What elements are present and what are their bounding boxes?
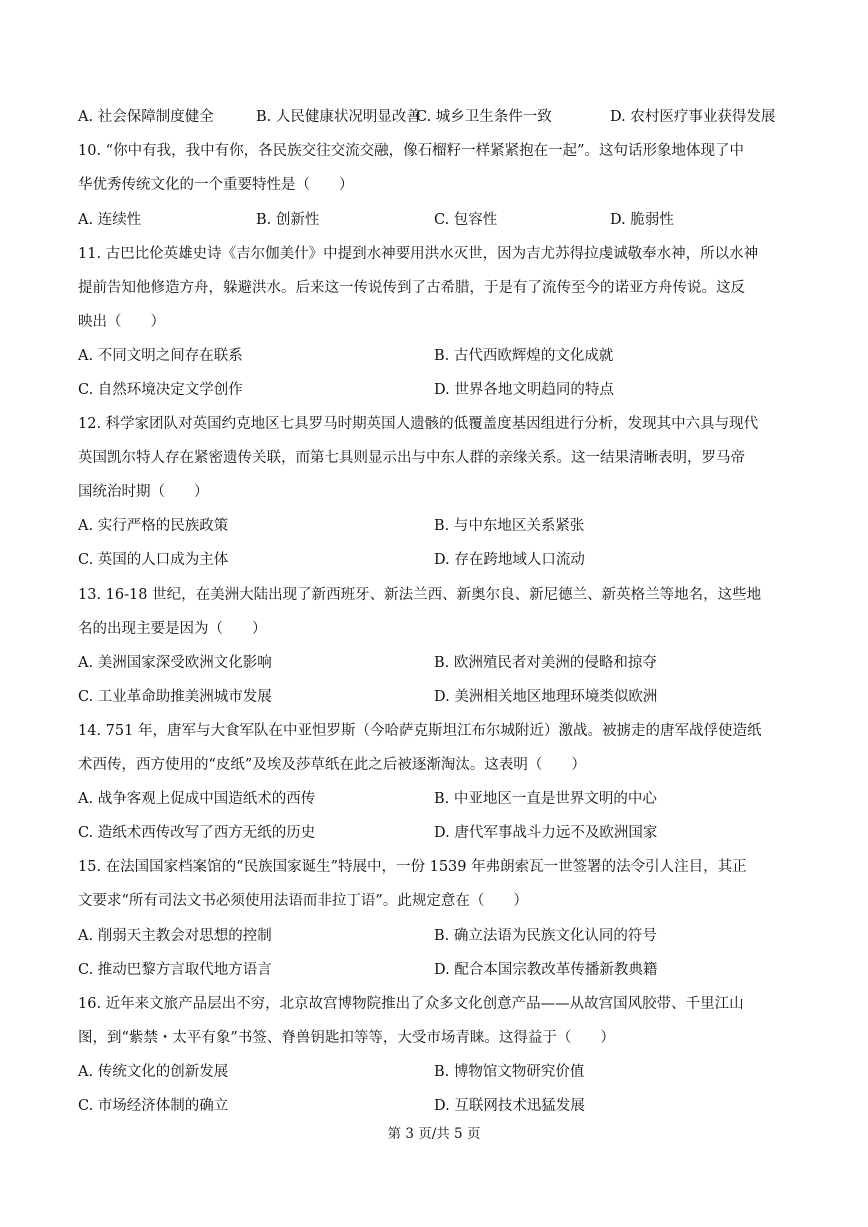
q10-option-b: B. 创新性 xyxy=(256,212,320,228)
q11-option-b: B. 古代西欧辉煌的文化成就 xyxy=(434,348,614,364)
q9-option-c: C. 城乡卫生条件一致 xyxy=(416,109,552,125)
q9-option-a: A. 社会保障制度健全 xyxy=(78,109,214,125)
q15-option-d: D. 配合本国宗教改革传播新教典籍 xyxy=(434,962,658,978)
q13-stem-line-1: 13. 16-18 世纪，在美洲大陆出现了新西班牙、新法兰西、新奥尔良、新尼德兰、新英格兰等地名，这些地 xyxy=(78,587,762,603)
q12-stem-line-1: 12. 科学家团队对英国约克地区七具罗马时期英国人遗骸的低覆盖度基因组进行分析，发现其中六具与现代 xyxy=(78,416,759,432)
q15-stem-line-2: 文要求“所有司法文书必须使用法语而非拉丁语”。此规定意在（ ） xyxy=(78,893,528,909)
q11-option-c: C. 自然环境决定文学创作 xyxy=(78,382,243,398)
q13-option-d: D. 美洲相关地区地理环境类似欧洲 xyxy=(434,689,658,705)
q13-option-a: A. 美洲国家深受欧洲文化影响 xyxy=(78,655,272,671)
q10-stem-line-2: 华优秀传统文化的一个重要特性是（ ） xyxy=(78,177,354,193)
q12-option-c: C. 英国的人口成为主体 xyxy=(78,552,229,568)
q12-stem-line-3: 国统治时期（ ） xyxy=(78,484,209,500)
q16-stem-line-2: 图，到“紫禁・太平有象”书签、脊兽钥匙扣等等，大受市场青睐。这得益于（ ） xyxy=(78,1030,615,1046)
q15-option-a: A. 削弱天主教会对思想的控制 xyxy=(78,928,272,944)
q14-stem-line-1: 14. 751 年，唐军与大食军队在中亚怛罗斯（今哈萨克斯坦江布尔城附近）激战。被掳走的唐军战俘使造纸 xyxy=(78,723,762,739)
q12-option-b: B. 与中东地区关系紧张 xyxy=(434,518,585,534)
q11-stem-line-2: 提前告知他修造方舟，躲避洪水。后来这一传说传到了古希腊，于是有了流传至今的诺亚方舟传说。这反 xyxy=(78,280,745,296)
q11-stem-line-1: 11. 古巴比伦英雄史诗《吉尔伽美什》中提到水神要用洪水灭世，因为吉尤苏得拉虔诚敬奉水神，所以水神 xyxy=(78,246,759,262)
q12-stem-line-2: 英国凯尔特人存在紧密遗传关联，而第七具则显示出与中东人群的亲缘关系。这一结果清晰表明，罗马帝 xyxy=(78,450,745,466)
q14-option-d: D. 唐代军事战斗力远不及欧洲国家 xyxy=(434,825,658,841)
q13-stem-line-2: 名的出现主要是因为（ ） xyxy=(78,621,267,637)
q14-option-b: B. 中亚地区一直是世界文明的中心 xyxy=(434,791,657,807)
q12-option-a: A. 实行严格的民族政策 xyxy=(78,518,229,534)
q16-option-b: B. 博物馆文物研究价值 xyxy=(434,1064,585,1080)
q10-option-d: D. 脆弱性 xyxy=(610,212,674,228)
q11-option-a: A. 不同文明之间存在联系 xyxy=(78,348,243,364)
q16-option-c: C. 市场经济体制的确立 xyxy=(78,1098,229,1114)
q16-option-a: A. 传统文化的创新发展 xyxy=(78,1064,229,1080)
q10-stem-line-1: 10. “你中有我，我中有你，各民族交往交流交融，像石榴籽一样紧紧抱在一起”。这句话形象地体现了中 xyxy=(78,143,744,159)
q13-option-b: B. 欧洲殖民者对美洲的侵略和掠夺 xyxy=(434,655,657,671)
q15-option-c: C. 推动巴黎方言取代地方语言 xyxy=(78,962,272,978)
q9-option-b: B. 人民健康状况明显改善 xyxy=(256,109,421,125)
q16-stem-line-1: 16. 近年来文旅产品层出不穷，北京故宫博物院推出了众多文化创意产品——从故宫国风胶带、千里江山 xyxy=(78,996,744,1012)
q12-option-d: D. 存在跨地域人口流动 xyxy=(434,552,585,568)
q14-option-a: A. 战争客观上促成中国造纸术的西传 xyxy=(78,791,316,807)
q15-option-b: B. 确立法语为民族文化认同的符号 xyxy=(434,928,657,944)
q14-option-c: C. 造纸术西传改写了西方无纸的历史 xyxy=(78,825,316,841)
q14-stem-line-2: 术西传，西方使用的“皮纸”及埃及莎草纸在此之后被逐渐淘汰。这表明（ ） xyxy=(78,757,586,773)
q16-option-d: D. 互联网技术迅猛发展 xyxy=(434,1098,585,1114)
q15-stem-line-1: 15. 在法国国家档案馆的“民族国家诞生”特展中，一份 1539 年弗朗索瓦一世签署的法令引人注目，其正 xyxy=(78,859,747,875)
q10-option-a: A. 连续性 xyxy=(78,212,142,228)
q10-option-c: C. 包容性 xyxy=(434,212,498,228)
page-number: 第 3 页/共 5 页 xyxy=(387,1126,481,1142)
q11-option-d: D. 世界各地文明趋同的特点 xyxy=(434,382,614,398)
q11-stem-line-3: 映出（ ） xyxy=(78,314,165,330)
q13-option-c: C. 工业革命助推美洲城市发展 xyxy=(78,689,272,705)
q9-option-d: D. 农村医疗事业获得发展 xyxy=(610,109,776,125)
